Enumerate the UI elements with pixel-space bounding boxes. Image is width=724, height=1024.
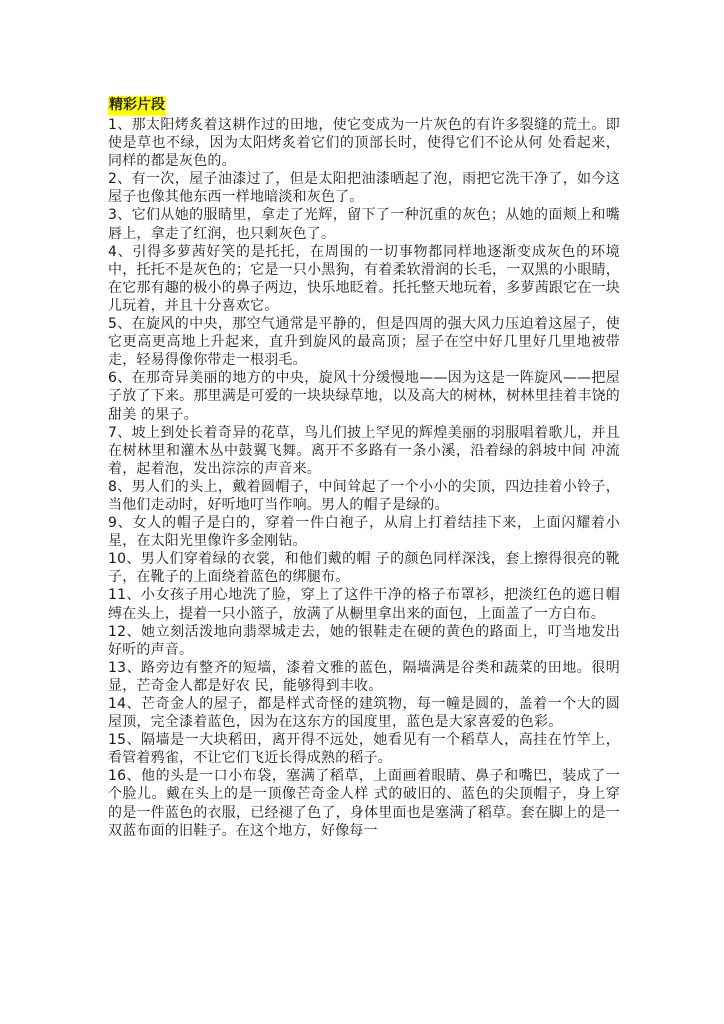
paragraph-7: 7、坡上到处长着奇异的花草，鸟儿们披上罕见的辉煌美丽的羽服唱着歌儿，并且在树林里和灌木丛中鼓翼飞舞。离开不多路有一条小溪，沿着绿的斜坡中间 冲流着，起着泡，发出淙淙的声音来。	[108, 424, 620, 477]
document-page	[108, 94, 620, 840]
paragraph-2: 2、有一次，屋子油漆过了，但是太阳把油漆晒起了泡，雨把它洗干净了，如今这屋子也像其他东西一样地暗淡和灰色了。	[108, 171, 620, 206]
paragraph-16: 16、他的头是一口小布袋，塞满了稻草，上面画着眼睛、鼻子和嘴巴，装成了一个脸儿。戴在头上的是一顶像芒奇金人样 式的破旧的、蓝色的尖顶帽子，身上穿的是一件蓝色的衣服，已经褪了色了，身体里面也是塞满了稻草。套在脚上的是一双蓝布面的旧鞋子。在这个地方，好像每一	[108, 768, 620, 839]
paragraph-13: 13、路旁边有整齐的短墙，漆着文雅的蓝色，隔墙满是谷类和蔬菜的田地。很明显，芒奇金人都是好农 民，能够得到丰收。	[108, 659, 620, 694]
paragraph-14: 14、芒奇金人的屋子，都是样式奇怪的建筑物，每一幢是圆的，盖着一个大的圆屋顶，完全漆着蓝色，因为在这东方的国度里，蓝色是大家喜爱的色彩。	[108, 696, 620, 731]
paragraph-5: 5、在旋风的中央，那空气通常是平静的，但是四周的强大风力压迫着这屋子，使它更高更高地上升起来，直升到旋风的最高顶；屋子在空中好几里好几里地被带走，轻易得像你带走一根羽毛。	[108, 316, 620, 369]
paragraph-8: 8、男人们的头上，戴着圆帽子，中间耸起了一个小小的尖顶，四边挂着小铃子，当他们走动时，好听地叮当作响。男人的帽子是绿的。	[108, 478, 620, 513]
paragraph-4: 4、引得多萝茜好笑的是托托，在周围的一切事物都同样地逐渐变成灰色的环境中，托托不是灰色的；它是一只小黑狗，有着柔软滑润的长毛，一双黑的小眼睛，在它那有趣的极小的鼻子两边，快乐地眨着。托托整天地玩着，多萝茜跟它在一块儿玩着，并且十分喜欢它。	[108, 243, 620, 314]
section-heading: 精彩片段	[109, 97, 165, 113]
paragraph-15: 15、隔墙是一大块稻田，离开得不远处，她看见有一个稻草人，高挂在竹竿上，看管着鸦雀，不让它们飞近长得成熟的稻子。	[108, 732, 620, 767]
paragraph-3: 3、它们从她的服睛里，拿走了光辉，留下了一种沉重的灰色；从她的面颊上和嘴唇上，拿走了红润，也只剩灰色了。	[108, 207, 620, 242]
paragraph-9: 9、女人的帽子是白的，穿着一件白袍子，从肩上打着结挂下来，上面闪耀着小星，在太阳光里像许多金刚钻。	[108, 515, 620, 550]
paragraph-12: 12、她立刻活泼地向翡翠城走去，她的银鞋走在硬的黄色的路面上，叮当地发出好听的声音。	[108, 623, 620, 658]
paragraph-10: 10、男人们穿着绿的衣裳，和他们戴的帽 子的颜色同样深浅，套上擦得很亮的靴子，在靴子的上面绕着蓝色的绑腿布。	[108, 551, 620, 586]
paragraph-11: 11、小女孩子用心地洗了脸，穿上了这件干净的格子布罩衫，把淡红色的遮日帽缚在头上，提着一只小篮子，放满了从橱里拿出来的面包，上面盖了一方白布。	[108, 587, 620, 622]
paragraph-1: 1、那太阳烤炙着这耕作过的田地，使它变成为一片灰色的有许多裂缝的荒土。即使是草也不绿，因为太阳烤炙着它们的顶部长时，使得它们不论从何 处看起来，同样的都是灰色的。	[108, 117, 620, 170]
paragraph-6: 6、在那奇异美丽的地方的中央，旋风十分缓慢地——因为这是一阵旋风——把屋子放了下来。那里满是可爱的一块块绿草地，以及高大的树林，树林里挂着丰饶的甜美 的果子。	[108, 370, 620, 423]
